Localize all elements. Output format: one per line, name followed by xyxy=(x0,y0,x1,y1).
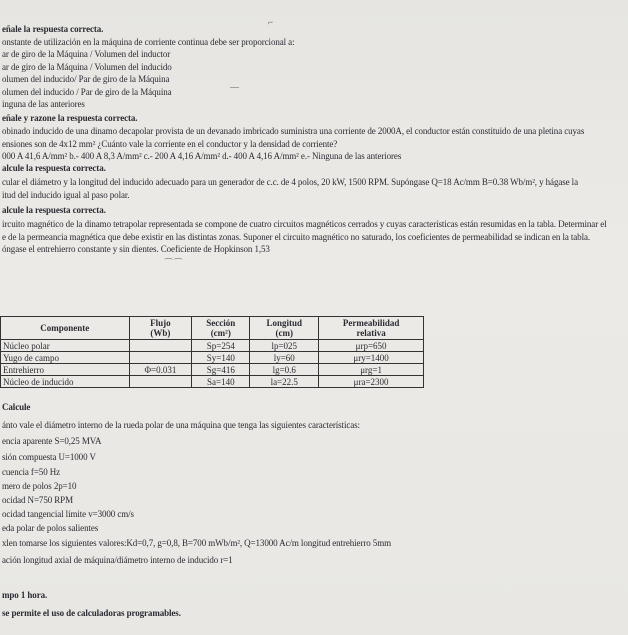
table-cell: Núcleo de inducido xyxy=(1,376,130,388)
text-line: eñale la respuesta correcta. xyxy=(2,24,104,34)
text-line: ar de giro de la Máquina / Volumen del inductor xyxy=(2,49,171,59)
column-header: Flujo (Wb) xyxy=(129,317,192,340)
table-row xyxy=(1,364,424,376)
text-line: cuencia f=50 Hz xyxy=(2,467,61,477)
text-line: 000 A 41,6 A/mm² b.- 400 A 8,3 A/mm² c.- 200 A 4,16 A/mm² d.- 400 A 4,16 A/mm² e.- Ninguna de las anteriores xyxy=(2,151,402,161)
text-line: alcule la respuesta correcta. xyxy=(2,205,106,215)
text-line: encia aparente S=0,25 MVA xyxy=(2,436,102,446)
text-line: ánto vale el diámetro interno de la rueda polar de una máquina que tenga las siguientes características: xyxy=(2,420,360,430)
table-row xyxy=(1,376,424,388)
text-line: inguna de las anteriores xyxy=(2,99,85,109)
table-cell xyxy=(129,352,192,364)
text-line: mpo 1 hora. xyxy=(2,590,48,600)
table-row xyxy=(1,340,424,352)
pen-mark: ⌐ xyxy=(268,17,274,27)
text-line: e de la permeancia magnética que debe existir en las distintas zonas. Suponer el circuito magnético no saturado, los coeficientes de permeabilidad se indican en la tabla. xyxy=(2,232,591,242)
table-cell: Sa=140 xyxy=(192,376,250,388)
text-line: ocidad tangencial límite v=3000 cm/s xyxy=(2,509,134,519)
table-cell: μra=2300 xyxy=(319,376,424,388)
text-line: obinado inducido de una dinamo decapolar provista de un devanado imbricado suministra una corriente de 2000A, el conductor están constituido de una pletina cuyas xyxy=(2,126,585,136)
pen-mark: ⁀ ⁀ xyxy=(165,258,182,268)
table-cell: Entrehierro xyxy=(1,364,130,376)
text-line: se permite el uso de calculadoras programables. xyxy=(2,608,181,618)
text-line: ación longitud axial de máquina/diámetro interno de inducido r=1 xyxy=(2,555,233,565)
text-line: onstante de utilización en la máquina de corriente continua debe ser proporcional a: xyxy=(2,37,295,47)
column-header: Componente xyxy=(1,317,130,340)
text-line: ar de giro de la Máquina / Volumen del inducido xyxy=(2,62,172,72)
text-line: eñale y razone la respuesta correcta. xyxy=(2,113,138,123)
table-cell: Núcleo polar xyxy=(1,340,130,352)
table-cell: Sg=416 xyxy=(192,364,250,376)
table-cell: Sp=254 xyxy=(192,340,250,352)
table-cell xyxy=(129,376,192,388)
column-header: Sección (cm²) xyxy=(192,317,250,340)
table-cell: Φ=0.031 xyxy=(129,364,192,376)
text-line: mero de polos 2p=10 xyxy=(2,481,77,491)
text-line: itud del inducido igual al paso polar. xyxy=(2,190,130,200)
text-line: olumen del inducido/ Par de giro de la Máquina xyxy=(2,74,170,84)
text-line: ensiones son de 4x12 mm² ¿Cuánto vale la corriente en el conductor y la densidad de corriente? xyxy=(2,139,338,149)
table-header-row xyxy=(1,317,424,340)
table-body xyxy=(1,340,424,388)
table-cell: Yugo de campo xyxy=(1,352,130,364)
text-line: Calcule xyxy=(2,402,31,412)
table-cell: μry=1400 xyxy=(319,352,424,364)
text-line: eda polar de polos salientes xyxy=(2,523,99,533)
text-line: xlen tomarse los siguientes valores:Kd=0,7, g=0,8, B=700 mWb/m², Q=13000 Ac/m longitud entrehierro 5mm xyxy=(2,538,392,548)
table-cell: lp=025 xyxy=(250,340,319,352)
table-cell: lg=0.6 xyxy=(250,364,319,376)
table-cell: la=22.5 xyxy=(250,376,319,388)
table-cell: ly=60 xyxy=(250,352,319,364)
table-cell: μrp=650 xyxy=(319,340,424,352)
text-line: ircuito magnético de la dinamo tetrapolar representada se compone de cuatro circuitos magnéticos cerrados y cuyas características están resumidas en la tabla. Determinar el xyxy=(2,219,607,229)
column-header: Permeabilidad relativa xyxy=(319,317,424,340)
table-row xyxy=(1,352,424,364)
text-line: sión compuesta U=1000 V xyxy=(2,452,96,462)
text-line: alcule la respuesta correcta. xyxy=(2,163,106,173)
table-cell: μrg=1 xyxy=(319,364,424,376)
text-line: ocidad N=750 RPM xyxy=(2,495,73,505)
table-cell xyxy=(129,340,192,352)
magnetic-circuit-table xyxy=(0,316,424,388)
text-line: óngase el entrehierro constante y sin dientes. Coeficiente de Hopkinson 1,53 xyxy=(2,244,270,254)
table-cell: Sy=140 xyxy=(192,352,250,364)
text-line: cular el diámetro y la longitud del inducido adecuado para un generador de c.c. de 4 polos, 20 kW, 1500 RPM. Supóngase Q=18 Ac/mm B=0.38 Wb/m², y hágase la xyxy=(2,177,578,187)
pen-mark: — xyxy=(230,82,239,92)
column-header: Longitud (cm) xyxy=(250,317,319,340)
text-line: olumen del inducido / Par de giro de la Máquina xyxy=(2,87,172,97)
